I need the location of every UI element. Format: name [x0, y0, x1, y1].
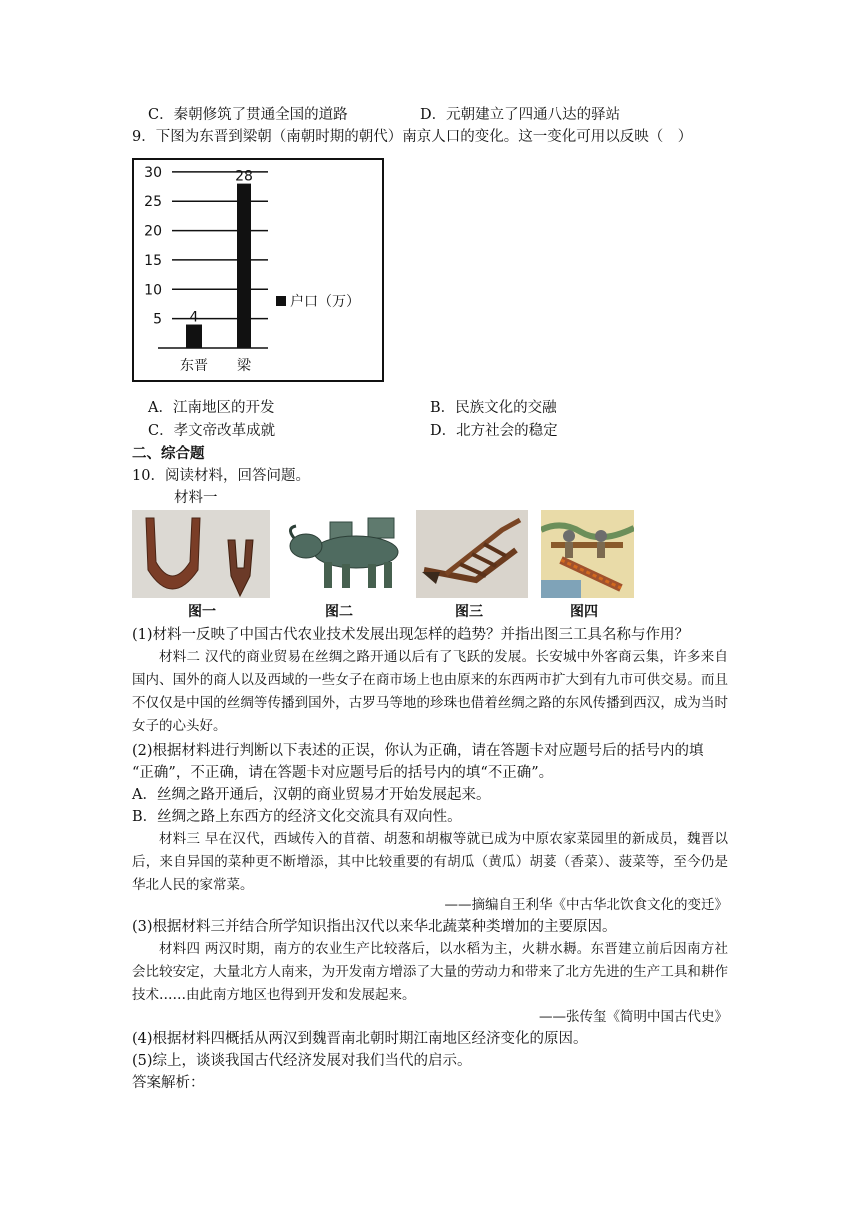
y-tick-label: 30: [144, 164, 162, 181]
legend-swatch: [276, 296, 286, 306]
y-tick-label: 5: [153, 311, 162, 328]
population-bar-chart: [132, 158, 384, 382]
x-category-label: 梁: [237, 358, 251, 374]
y-tick-label: 15: [144, 252, 162, 269]
bar-梁: [237, 184, 251, 348]
legend-label: 户口（万）: [290, 294, 360, 310]
figure1-plough-share-image: [132, 510, 270, 598]
material1-label: 材料一: [174, 490, 218, 506]
q9-option-a: A．江南地区的开发: [148, 400, 275, 416]
figure2-bronze-ox-image: [276, 510, 406, 598]
material2-text: 材料二 汉代的商业贸易在丝绸之路开通以后有了飞跃的发展。长安城中外客商云集，许多来自国内、国外的商人以及西域的一些女子在商市场上也由原来的东西两市扩大到有九市可供交易。而且不仅仅是中国的丝绸等传播到国外，古罗马等地的珍珠也借着丝绸之路的东风传播到西汉，成为当时女子的心头好。: [132, 649, 728, 734]
q9-stem: 9．下图为东晋到梁朝（南朝时期的朝代）南京人口的变化。这一变化可用以反映（ ）: [132, 129, 693, 145]
y-tick-label: 20: [144, 223, 162, 240]
q10-sub5: (5)综上，谈谈我国古代经济发展对我们当代的启示。: [132, 1053, 472, 1069]
q10-sub2-b: B．丝绸之路上东西方的经济文化交流具有双向性。: [132, 809, 462, 825]
bar-东晋: [186, 325, 202, 348]
y-tick-label: 10: [144, 282, 162, 299]
y-tick-label: 25: [144, 194, 162, 211]
section-title: 二、综合题: [132, 446, 205, 462]
answer-label: 答案解析：: [132, 1075, 205, 1091]
figure4-water-wheel-image: [541, 510, 634, 598]
figure3-plough-model-image: [416, 510, 528, 598]
q9-option-b: B．民族文化的交融: [430, 400, 557, 416]
data-label: 4: [189, 309, 199, 326]
material4-text: 材料四 两汉时期，南方的农业生产比较落后，以水稻为主，火耕水耨。东晋建立前后因南方社会比较安定，大量北方人南来，为开发南方增添了大量的劳动力和带来了北方先进的生产工具和耕作技术……由此南方地区也得到开发和发展起来。: [132, 941, 728, 1003]
q9-option-c: C．孝文帝改革成就: [148, 423, 276, 439]
material3-text: 材料三 早在汉代，西域传入的苜蓿、胡葱和胡椒等就已成为中原农家菜园里的新成员，魏晋以后，来自异国的菜种更不断增添，其中比较重要的有胡瓜（黄瓜）胡荽（香菜）、菠菜等，至今仍是华北人民的家常菜。: [132, 831, 728, 893]
figure1-caption: 图一: [188, 604, 216, 620]
material3-source: ——摘编自王利华《中古华北饮食文化的变迁》: [444, 897, 728, 913]
q10-sub3: (3)根据材料三并结合所学知识指出汉代以来华北蔬菜种类增加的主要原因。: [132, 919, 617, 935]
q8-option-c: C．秦朝修筑了贯通全国的道路: [148, 107, 348, 123]
figure2-caption: 图二: [325, 604, 353, 620]
q10-stem: 10．阅读材料，回答问题。: [132, 468, 310, 484]
q10-sub1: (1)材料一反映了中国古代农业技术发展出现怎样的趋势？并指出图三工具名称与作用？: [132, 627, 690, 643]
q8-option-d: D．元朝建立了四通八达的驿站: [420, 107, 621, 123]
figure3-caption: 图三: [455, 604, 483, 620]
material4-source: ——张传玺《简明中国古代史》: [539, 1009, 728, 1025]
q10-sub2-a: A．丝绸之路开通后，汉朝的商业贸易才开始发展起来。: [132, 787, 491, 803]
x-category-label: 东晋: [180, 358, 208, 374]
q10-sub2-line1: (2)根据材料进行判断以下表述的正误，你认为正确，请在答题卡对应题号后的括号内的填: [132, 743, 704, 759]
q9-option-d: D．北方社会的稳定: [430, 423, 558, 439]
chart-svg: [134, 160, 382, 380]
figure4-caption: 图四: [570, 604, 598, 620]
data-label: 28: [235, 168, 253, 185]
q10-sub4: (4)根据材料四概括从两汉到魏晋南北朝时期江南地区经济变化的原因。: [132, 1031, 588, 1047]
q10-sub2-line2: “正确”，不正确，请在答题卡对应题号后的括号内的填“不正确”。: [132, 765, 554, 781]
